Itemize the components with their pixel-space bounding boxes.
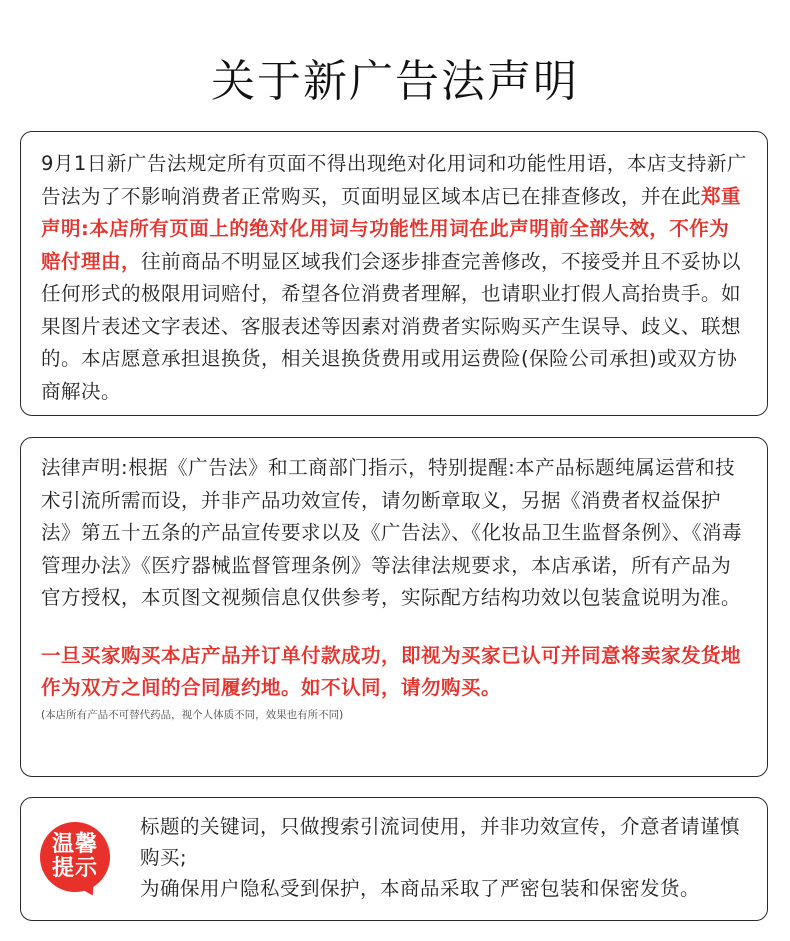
warm-tips-box (20, 797, 768, 921)
legal-statement-box (20, 437, 768, 777)
badge-line-2: 提示 (51, 856, 98, 881)
tips-list (140, 811, 752, 904)
statement-text-a: 9月1日新广告法规定所有页面不得出现绝对化用词和功能性用语，本店支持新广告法为了不影响消费者正常购买，页面明显区域本店已在排查修改，并在此 (41, 152, 747, 208)
tip-keyword-usage: 标题的关键词，只做搜索引流词使用，并非功效宣传，介意者请谨慎购买; (140, 815, 741, 869)
tip-privacy-packaging: 为确保用户隐私受到保护，本商品采取了严密包装和保密发货。 (140, 877, 701, 900)
statement-highlight: 郑重声明:本店所有页面上的绝对化用词与功能性用词在此声明前全部失效，不作为赔付理由， (41, 184, 742, 273)
contract-location-notice: 一旦买家购买本店产品并订单付款成功，即视为买家已认可并同意将卖家发货地作为双方之间的合同履约地。如不认同，请勿购买。 (41, 643, 742, 699)
medicine-disclaimer-note: (本店所有产品不可替代药品，视个人体质不同，效果也有所不同) (41, 708, 344, 721)
warm-tips-badge (40, 822, 110, 892)
legal-statement-text: 法律声明:根据《广告法》和工商部门指示，特别提醒:本产品标题纯属运营和技术引流所需而设，并非产品功效宣传，请勿断章取义，另据《消费者权益保护法》第五十五条的产品宣传要求以及《广告法》、《化妆品卫生监督条例》、《消毒管理办法》《医疗器械监督管理条例》等法律法规要求，本店承诺，所有产品为官方授权，本页图文视频信息仅供参考，实际配方结构功效以包装盒说明为准。 (41, 456, 743, 609)
statement-paragraph (41, 148, 749, 408)
badge-line-1: 温馨 (51, 832, 98, 857)
page-title: 关于新广告法声明 (211, 56, 579, 107)
statement-text-b: 往前商品不明显区域我们会逐步排查完善修改，不接受并且不妥协以任何形式的极限用词赔付，希望各位消费者理解，也请职业打假人高抬贵手。如果图片表述文字表述、客服表述等因素对消费者实际购买产生误导、歧义、联想的。本店愿意承担退换货，相关退换货费用或用运费险(保险公司承担)或双方协商解决。 (41, 249, 742, 403)
ad-law-statement-box (20, 131, 768, 416)
